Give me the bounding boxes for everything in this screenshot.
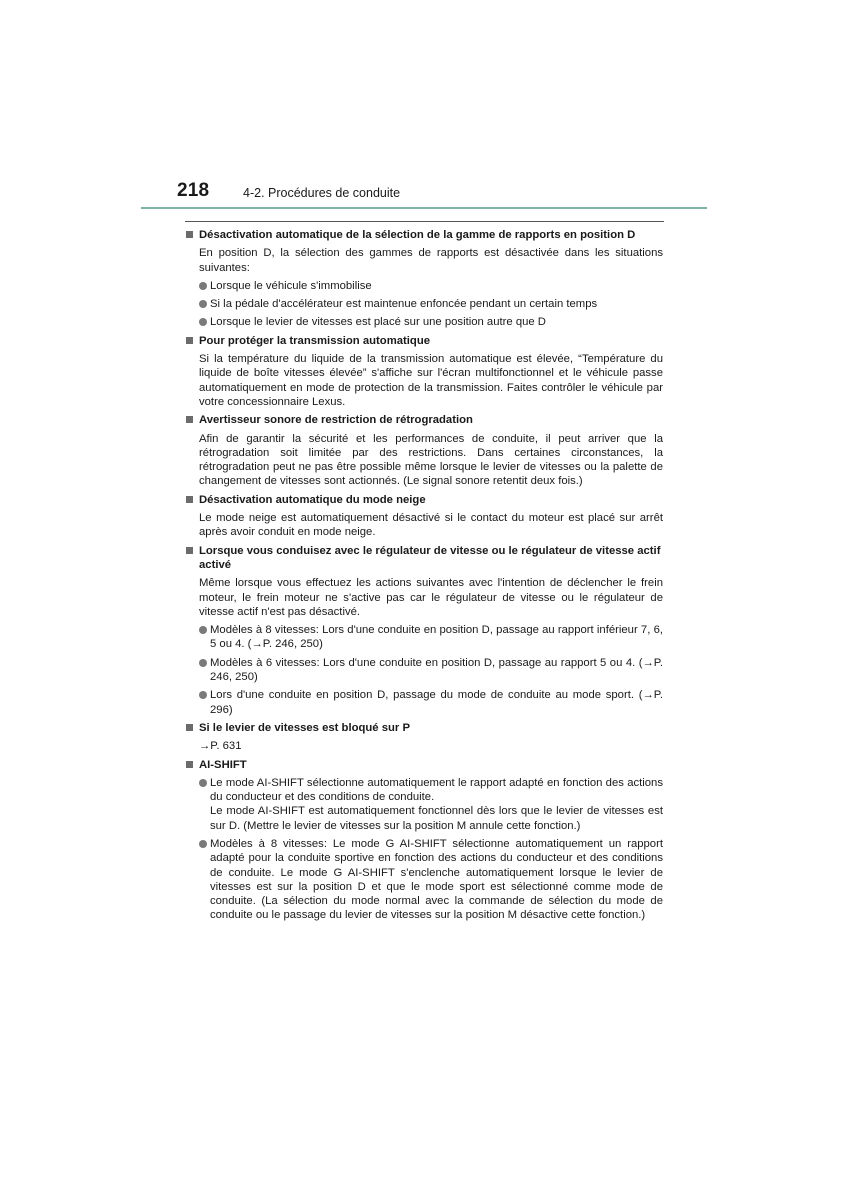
page-number: 218 <box>177 180 210 201</box>
round-bullet-icon <box>199 779 207 787</box>
square-bullet-icon <box>186 547 193 554</box>
list-item: Le mode AI-SHIFT sélectionne automatiquement le rapport adapté en fonction des actions du conducteur et des conditions de conduite. Le mode AI-SHIFT est automatiquement fonctionnel dès lors que le levier de vitesses est sur D. (Mettre le levier de vitesses sur la position M annule cette fonction.) <box>186 776 663 833</box>
section-paragraph: En position D, la sélection des gammes de rapports est désactivée dans les situations suivantes: <box>199 247 663 274</box>
list-item-continuation: Le mode AI-SHIFT est automatiquement fonctionnel dès lors que le levier de vitesses est sur D. (Mettre le levier de vitesses sur la position M annule cette fonction.) <box>210 805 663 832</box>
page-reference: →P. 631 <box>199 740 242 753</box>
list-item: Modèles à 8 vitesses: Lors d'une conduite en position D, passage au rapport inférieur 7, 6, 5 ou 4. (→P. 246, 250) <box>186 623 663 652</box>
round-bullet-icon <box>199 318 207 326</box>
square-bullet-icon <box>186 416 193 423</box>
section-heading: AI-SHIFT <box>186 758 663 772</box>
list-item: Lors d'une conduite en position D, passage du mode de conduite au mode sport. (→P. 296) <box>186 688 663 717</box>
section-heading: Avertisseur sonore de restriction de rétrogradation <box>186 413 663 427</box>
section-paragraph: Le mode neige est automatiquement désactivé si le contact du moteur est placé sur arrêt après avoir conduit en mode neige. <box>199 512 663 539</box>
list-item: Modèles à 6 vitesses: Lors d'une conduite en position D, passage au rapport 5 ou 4. (→P. 246, 250) <box>186 656 663 685</box>
round-bullet-icon <box>199 300 207 308</box>
square-bullet-icon <box>186 761 193 768</box>
list-item: Si la pédale d'accélérateur est maintenue enfoncée pendant un certain temps <box>186 297 663 311</box>
round-bullet-icon <box>199 626 207 634</box>
section-paragraph: Afin de garantir la sécurité et les performances de conduite, il peut arriver que la rétrogradation soit limitée par des restrictions. Dans certaines circonstances, la rétrogradation peut ne pas être possible même lorsque le levier de vitesses ou la palette de changement de vitesses sont actionnés. (Le signal sonore retentit deux fois.) <box>199 432 663 488</box>
page-body <box>186 228 663 927</box>
section-heading: Désactivation automatique du mode neige <box>186 493 663 507</box>
section-paragraph: Même lorsque vous effectuez les actions suivantes avec l'intention de déclencher le frein moteur, le frein moteur ne s'active pas car le régulateur de vitesse ou le régulateur de vitesse actif n'est pas désactivé. <box>199 577 663 618</box>
square-bullet-icon <box>186 724 193 731</box>
list-item: Modèles à 8 vitesses: Le mode G AI-SHIFT sélectionne automatiquement un rapport adapté pour la conduite sportive en fonction des actions du conducteur et des conditions de conduite. Le mode G AI-SHIFT s'enclenche automatiquement lorsque le levier de vitesses est sur la position D et que le mode sport est sélectionné comme mode de conduite. (La sélection du mode normal avec la commande de sélection du mode de conduite ou le passage du levier de vitesses sur la position M désactive cette fonction.) <box>186 837 663 923</box>
chapter-title: 4-2. Procédures de conduite <box>243 186 401 200</box>
square-bullet-icon <box>186 337 193 344</box>
round-bullet-icon <box>199 659 207 667</box>
header-rule <box>141 207 707 209</box>
square-bullet-icon <box>186 496 193 503</box>
section-heading: Lorsque vous conduisez avec le régulateur de vitesse ou le régulateur de vitesse actif activé <box>186 544 663 573</box>
section-heading: Pour protéger la transmission automatique <box>186 334 663 348</box>
round-bullet-icon <box>199 282 207 290</box>
section-paragraph: Si la température du liquide de la transmission automatique est élevée, “Température du liquide de boîte vitesses élevée” s'affiche sur l'écran multifonctionnel et le véhicule passe automatiquement en mode de protection de la transmission. Faites contrôler le véhicule par votre concessionnaire Lexus. <box>199 353 663 408</box>
round-bullet-icon <box>199 840 207 848</box>
square-bullet-icon <box>186 231 193 238</box>
section-heading: Désactivation automatique de la sélection de la gamme de rapports en position D <box>186 228 663 242</box>
section-heading: Si le levier de vitesses est bloqué sur P <box>186 721 663 735</box>
content-top-rule <box>185 221 664 222</box>
list-item: Lorsque le levier de vitesses est placé sur une position autre que D <box>186 315 663 329</box>
round-bullet-icon <box>199 691 207 699</box>
list-item: Lorsque le véhicule s'immobilise <box>186 279 663 293</box>
